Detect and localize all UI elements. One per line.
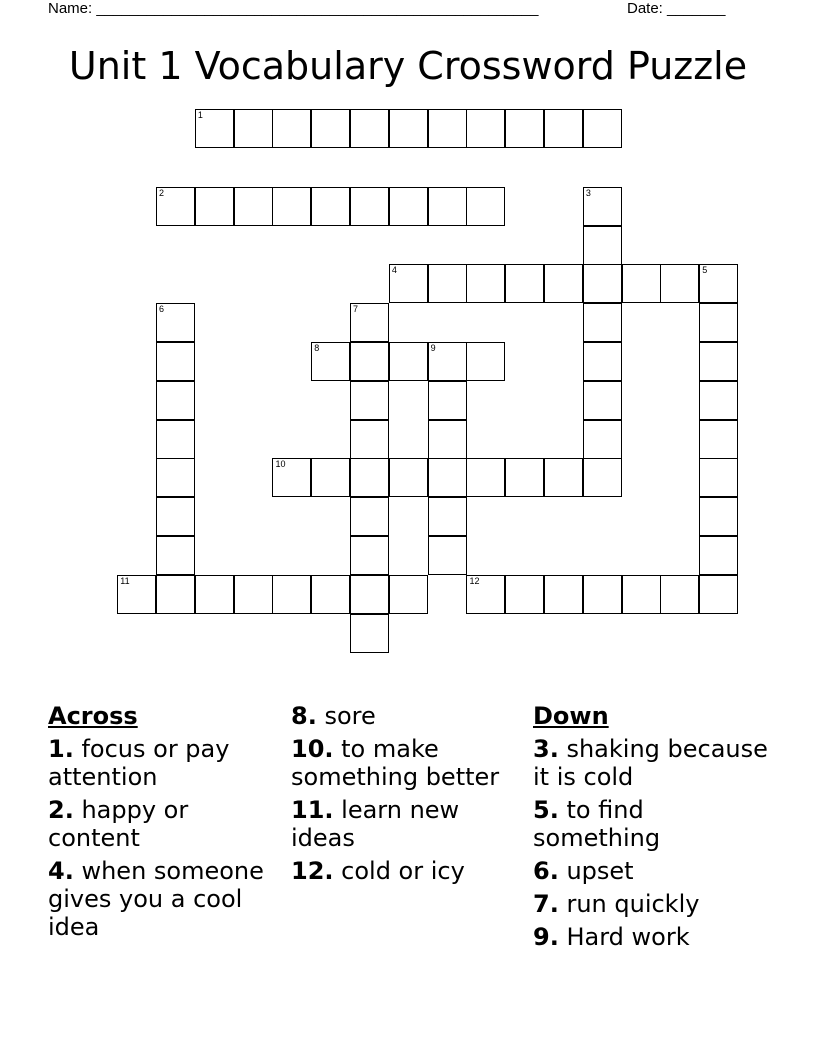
crossword-cell[interactable]: [389, 342, 428, 381]
crossword-cell[interactable]: [466, 264, 505, 303]
crossword-cell[interactable]: [544, 575, 583, 614]
crossword-cell[interactable]: [583, 226, 622, 265]
date-field-label: Date: _______: [627, 0, 726, 17]
crossword-cell[interactable]: [583, 264, 622, 303]
clue-across-11: 11. learn new ideas: [291, 796, 460, 852]
crossword-cell[interactable]: [428, 264, 467, 303]
clue-down-6: 6. upset: [533, 857, 634, 885]
crossword-cell[interactable]: [350, 497, 389, 536]
crossword-cell[interactable]: [660, 575, 699, 614]
crossword-cell[interactable]: [428, 381, 467, 420]
clue-down-9: 9. Hard work: [533, 923, 690, 951]
crossword-cell[interactable]: [428, 458, 467, 497]
crossword-cell[interactable]: [311, 109, 350, 148]
crossword-cell[interactable]: [583, 342, 622, 381]
crossword-cell[interactable]: [583, 303, 622, 342]
crossword-cell[interactable]: [234, 187, 273, 226]
crossword-cell[interactable]: [583, 575, 622, 614]
crossword-cell[interactable]: [505, 458, 544, 497]
crossword-cell[interactable]: [156, 497, 195, 536]
crossword-cell[interactable]: [350, 303, 389, 342]
page-title: Unit 1 Vocabulary Crossword Puzzle: [68, 44, 748, 88]
clue-number: 1: [197, 110, 203, 121]
crossword-cell[interactable]: [350, 109, 389, 148]
down-heading: Down: [533, 702, 609, 730]
crossword-cell[interactable]: [350, 614, 389, 653]
crossword-cell[interactable]: [350, 342, 389, 381]
crossword-cell[interactable]: [234, 109, 273, 148]
crossword-cell[interactable]: [699, 497, 738, 536]
clue-across-12: 12. cold or icy: [291, 857, 465, 885]
crossword-cell[interactable]: [699, 342, 738, 381]
crossword-cell[interactable]: [311, 575, 350, 614]
crossword-cell[interactable]: [505, 109, 544, 148]
crossword-cell[interactable]: [466, 458, 505, 497]
clue-number: 8: [314, 343, 320, 354]
clue-across-8: 8. sore: [291, 702, 376, 730]
clues-column-2: [291, 702, 526, 890]
clue-number: 4: [391, 265, 397, 276]
crossword-cell[interactable]: [466, 187, 505, 226]
crossword-cell[interactable]: [583, 458, 622, 497]
crossword-cell[interactable]: [583, 109, 622, 148]
crossword-cell[interactable]: [156, 575, 195, 614]
crossword-cell[interactable]: [660, 264, 699, 303]
crossword-cell[interactable]: [544, 458, 583, 497]
crossword-cell[interactable]: [583, 187, 622, 226]
clues-column-1: [48, 702, 283, 946]
crossword-cell[interactable]: [350, 458, 389, 497]
name-field-label: Name: _____________________________________________________: [48, 0, 539, 17]
clue-number: 2: [159, 187, 165, 198]
crossword-cell[interactable]: [389, 187, 428, 226]
clue-down-3: 3. shaking because it is cold: [533, 735, 768, 791]
clue-number: 12: [469, 575, 480, 586]
clue-across-1: 1. focus or pay attention: [48, 735, 230, 791]
crossword-cell[interactable]: [311, 187, 350, 226]
clue-number: 11: [120, 575, 130, 586]
crossword-cell[interactable]: [156, 187, 195, 226]
crossword-cell[interactable]: [428, 342, 467, 381]
crossword-cell[interactable]: [466, 109, 505, 148]
crossword-cell[interactable]: [195, 187, 234, 226]
crossword-cell[interactable]: [428, 420, 467, 459]
crossword-cell[interactable]: [466, 342, 505, 381]
crossword-cell[interactable]: [156, 420, 195, 459]
crossword-cell[interactable]: [428, 497, 467, 536]
clue-number: 3: [585, 187, 591, 198]
crossword-cell[interactable]: [272, 458, 311, 497]
crossword-cell[interactable]: [699, 264, 738, 303]
crossword-cell[interactable]: [699, 458, 738, 497]
crossword-cell[interactable]: [699, 575, 738, 614]
crossword-cell[interactable]: [234, 575, 273, 614]
crossword-cell[interactable]: [195, 109, 234, 148]
crossword-cell[interactable]: [272, 109, 311, 148]
clue-across-2: 2. happy or content: [48, 796, 189, 852]
crossword-cell[interactable]: [156, 536, 195, 575]
crossword-cell[interactable]: [117, 575, 156, 614]
crossword-cell[interactable]: [389, 264, 428, 303]
crossword-cell[interactable]: [350, 536, 389, 575]
crossword-cell[interactable]: [195, 575, 234, 614]
clue-down-7: 7. run quickly: [533, 890, 700, 918]
crossword-cell[interactable]: [699, 303, 738, 342]
clue-number: 6: [159, 304, 165, 315]
crossword-cell[interactable]: [389, 458, 428, 497]
crossword-cell[interactable]: [311, 342, 350, 381]
crossword-cell[interactable]: [389, 109, 428, 148]
clue-down-5: 5. to find something: [533, 796, 661, 852]
crossword-cell[interactable]: [389, 575, 428, 614]
crossword-cell[interactable]: [156, 303, 195, 342]
clues-column-3: [533, 702, 773, 956]
crossword-cell[interactable]: [622, 264, 661, 303]
crossword-cell[interactable]: [466, 575, 505, 614]
crossword-cell[interactable]: [156, 381, 195, 420]
across-heading: Across: [48, 702, 138, 730]
crossword-cell[interactable]: [350, 381, 389, 420]
crossword-cell[interactable]: [156, 458, 195, 497]
crossword-cell[interactable]: [622, 575, 661, 614]
crossword-cell[interactable]: [350, 420, 389, 459]
crossword-cell[interactable]: [544, 109, 583, 148]
clue-across-10: 10. to make something better: [291, 735, 500, 791]
crossword-cell[interactable]: [583, 420, 622, 459]
crossword-cell[interactable]: [156, 342, 195, 381]
clue-across-4: 4. when someone gives you a cool idea: [48, 857, 264, 941]
crossword-cell[interactable]: [699, 381, 738, 420]
crossword-cell[interactable]: [544, 264, 583, 303]
clue-number: 9: [430, 343, 436, 354]
crossword-cell[interactable]: [428, 536, 467, 575]
crossword-cell[interactable]: [428, 109, 467, 148]
crossword-cell[interactable]: [505, 264, 544, 303]
crossword-cell[interactable]: [583, 381, 622, 420]
crossword-cell[interactable]: [272, 575, 311, 614]
crossword-cell[interactable]: [311, 458, 350, 497]
clue-number: 5: [702, 265, 708, 276]
crossword-cell[interactable]: [505, 575, 544, 614]
crossword-cell[interactable]: [699, 420, 738, 459]
crossword-cell[interactable]: [350, 575, 389, 614]
clue-number: 10: [275, 459, 286, 470]
crossword-cell[interactable]: [272, 187, 311, 226]
crossword-cell[interactable]: [699, 536, 738, 575]
clue-number: 7: [353, 304, 359, 315]
crossword-cell[interactable]: [350, 187, 389, 226]
crossword-cell[interactable]: [428, 187, 467, 226]
